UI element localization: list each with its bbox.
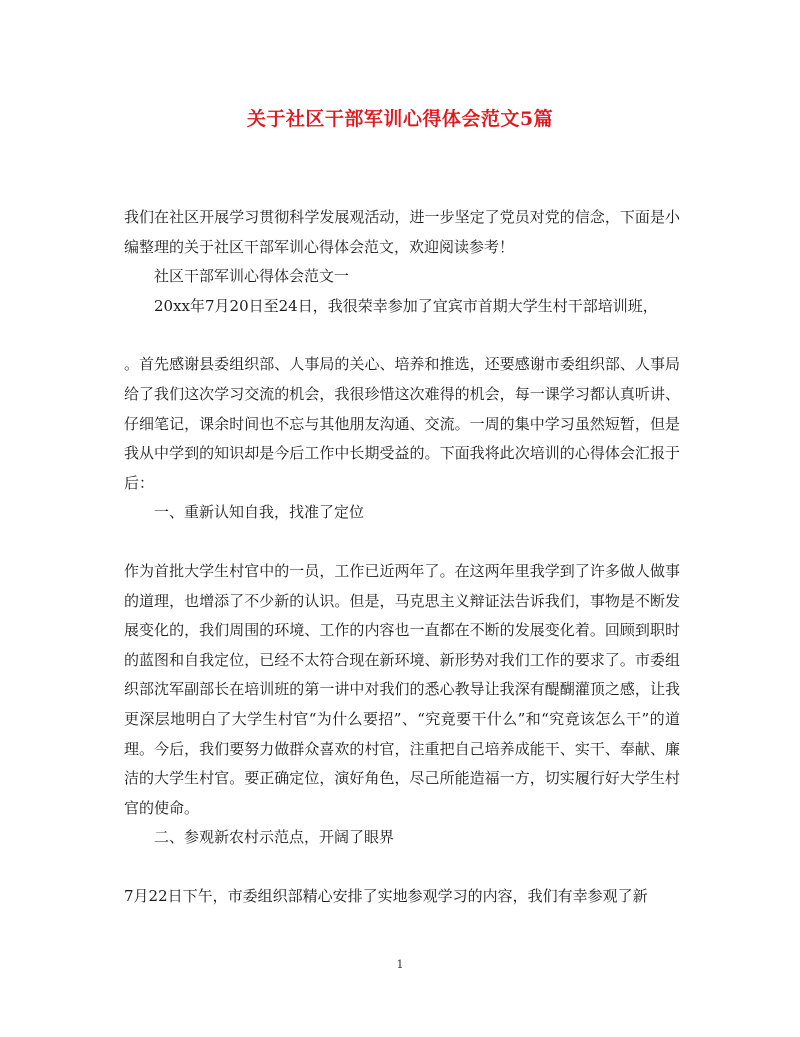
- paragraph-visit: 7月22日下午，市委组织部精心安排了实地参观学习的内容，我们有幸参观了新: [124, 886, 648, 905]
- intro-paragraph: 我们在社区开展学习贯彻科学发展观活动，进一步坚定了党员对党的信念，下面是小编整理的关于社区干部军训心得体会范文，欢迎阅读参考！: [124, 208, 680, 256]
- section-heading-one: 一、重新认知自我，找准了定位: [154, 503, 365, 522]
- paragraph-gap: [124, 528, 680, 557]
- paragraph-gap: [124, 853, 680, 882]
- page-number: 1: [396, 958, 404, 971]
- paragraph-thanks: 。首先感谢县委组织部、人事局的关心、培养和推选，还要感谢市委组织部、人事局给了我们这次学习交流的机会，我很珍惜这次难得的机会，每一课学习都认真听讲、仔细笔记，课余时间也不忘与其他朋友沟通、交流。一周的集中学习虽然短暂，但是我从中学到的知识却是今后工作中长期受益的。下面我将此次培训的心得体会汇报于后：: [124, 355, 680, 492]
- paragraph-training-date: 20xx年7月20日至24日，我很荣幸参加了宜宾市首期大学生村干部培训班，: [154, 296, 658, 315]
- document-title: 关于社区干部军训心得体会范文5篇: [246, 108, 554, 130]
- paragraph-gap: [124, 321, 680, 350]
- section-heading-essay-one: 社区干部军训心得体会范文一: [154, 267, 350, 286]
- paragraph-self-recognition: 作为首批大学生村官中的一员，工作已近两年了。在这两年里我学到了许多做人做事的道理，也增添了不少新的认识。但是，马克思主义辩证法告诉我们，事物是不断发展变化的，我们周围的环境、工作的内容也一直都在不断的发展变化着。回顾到职时的蓝图和自我定位，已经不太符合现在新环境、新形势对我们工作的要求了。市委组织部沈军副部长在培训班的第一讲中对我们的悉心教导让我深有醍醐灌顶之感，让我更深层地明白了大学生村官“为什么要招”、“究竟要干什么”和“究竟该怎么干”的道理。今后，我们要努力做群众喜欢的村官，注重把自己培养成能干、实干、奉献、廉洁的大学生村官。要正确定位，演好角色，尽己所能造福一方，切实履行好大学生村官的使命。: [124, 561, 680, 817]
- section-heading-two: 二、参观新农村示范点，开阔了眼界: [154, 828, 395, 847]
- document-body: [124, 203, 680, 911]
